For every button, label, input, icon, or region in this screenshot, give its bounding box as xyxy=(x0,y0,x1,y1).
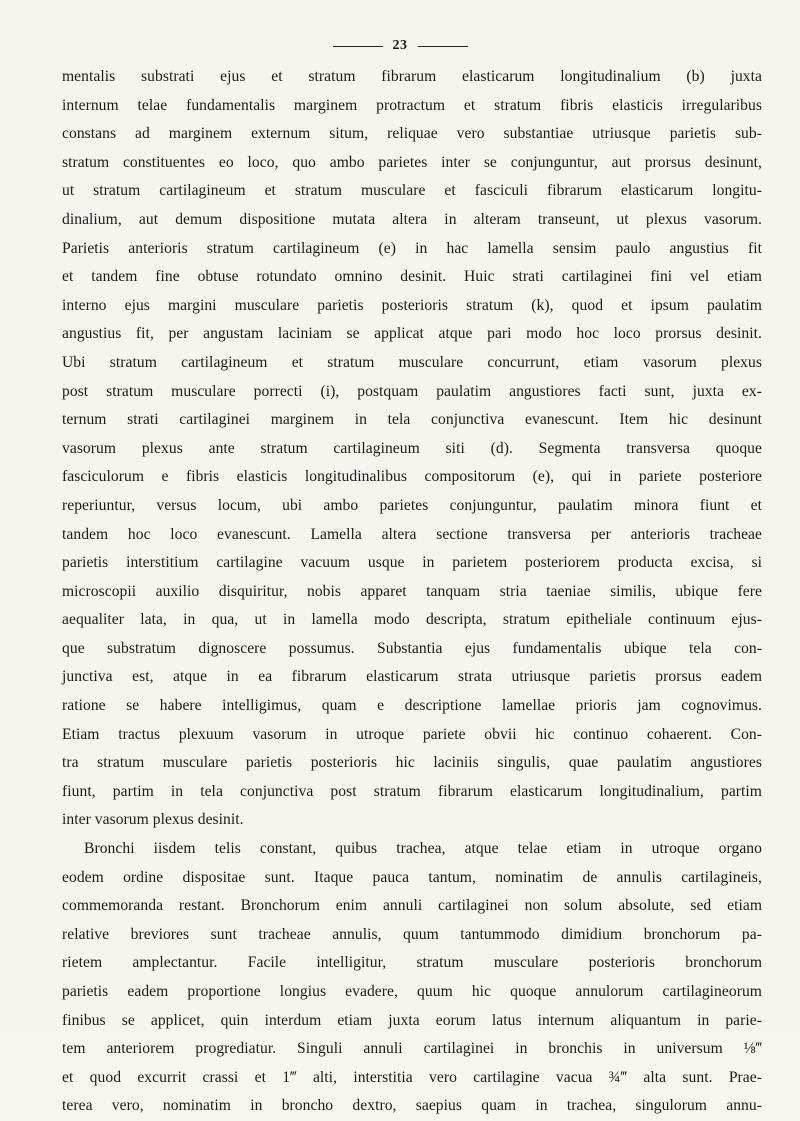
text-line: et quod excurrit crassi et 1‴ alti, interstitia vero cartilagine vacua ¾‴ alta sunt. Prae- xyxy=(62,1068,762,1086)
text-line: Etiam tractus plexuum vasorum in utroque pariete obvii hic continuo cohaerent. Con- xyxy=(62,725,762,743)
text-line: terea vero, nominatim in broncho dextro, saepius quam in trachea, singulorum annu- xyxy=(62,1097,762,1115)
page-header xyxy=(0,36,800,56)
text-line: junctiva est, atque in ea fibrarum elasticarum strata utriusque parietis prorsus eadem xyxy=(62,668,762,686)
text-line: internum telae fundamentalis marginem protractum et stratum fibris elasticis irregularibus xyxy=(62,96,762,114)
text-line: finibus se applicet, quin interdum etiam juxta eorum latus internum aliquantum in parie- xyxy=(62,1011,762,1029)
text-line: rietem amplectantur. Facile intelligitur, stratum musculare posterioris bronchorum xyxy=(62,954,762,972)
text-line: ut stratum cartilagineum et stratum musculare et fasciculi fibrarum elasticarum longitu- xyxy=(62,182,762,200)
text-line: fiunt, partim in tela conjunctiva post stratum fibrarum elasticarum longitudinalium, partim xyxy=(62,782,762,800)
text-line: tra stratum musculare parietis posterioris hic laciniis singulis, quae paulatim angustiores xyxy=(62,754,762,772)
text-line: fasciculorum e fibris elasticis longitudinalibus compositorum (e), qui in pariete posteriore xyxy=(62,468,762,486)
text-line: Ubi stratum cartilagineum et stratum musculare concurrunt, etiam vasorum plexus xyxy=(62,353,762,371)
text-line: que substratum dignoscere possumus. Substantia ejus fundamentalis ubique tela con- xyxy=(62,639,762,657)
header-rule-right xyxy=(418,46,468,47)
text-line: microscopii auxilio disquiritur, nobis apparet tanquam stria taeniae similis, ubique fere xyxy=(62,582,762,600)
text-line: vasorum plexus ante stratum cartilagineum siti (d). Segmenta transversa quoque xyxy=(62,439,762,457)
text-line: Parietis anterioris stratum cartilagineum (e) in hac lamella sensim paulo angustius fit xyxy=(62,239,762,257)
text-line: relative breviores sunt tracheae annulis, quum tantummodo dimidium bronchorum pa- xyxy=(62,925,762,943)
text-line: eodem ordine dispositae sunt. Itaque pauca tantum, nominatim de annulis cartilagineis, xyxy=(62,868,762,886)
text-line: angustius fit, per angustam laciniam se applicat atque pari modo hoc loco prorsus desinit. xyxy=(62,325,762,343)
header-rule-left xyxy=(333,46,383,47)
text-line: parietis eadem proportione longius evadere, quum hic quoque annulorum cartilagineorum xyxy=(62,983,762,1000)
text-line: commemoranda restant. Bronchorum enim annuli cartilaginei non solum absolute, sed etiam xyxy=(62,897,762,915)
page-number: 23 xyxy=(392,38,408,53)
text-line: et tandem fine obtuse rotundato omnino desinit. Huic strati cartilaginei fini vel etiam xyxy=(62,268,762,286)
text-line: aequaliter lata, in qua, ut in lamella modo descripta, stratum epitheliale continuum ejus- xyxy=(62,611,762,629)
text-line: tem anteriorem progrediatur. Singuli annuli cartilaginei in bronchis in universum ⅛‴ xyxy=(62,1040,762,1058)
text-line: dinalium, aut demum dispositione mutata altera in alteram transeunt, ut plexus vasorum. xyxy=(62,210,762,228)
text-line: mentalis substrati ejus et stratum fibrarum elasticarum longitudinalium (b) juxta xyxy=(62,68,762,85)
text-line-paragraph-start: Bronchi iisdem telis constant, quibus trachea, atque telae etiam in utroque organo xyxy=(84,840,762,858)
body-text xyxy=(62,63,762,1121)
text-line: reperiuntur, versus locum, ubi ambo parietes conjunguntur, paulatim minora fiunt et xyxy=(62,496,762,514)
text-line: tandem hoc loco evanescunt. Lamella altera sectione transversa per anterioris tracheae xyxy=(62,525,762,543)
text-line: ratione se habere intelligimus, quam e descriptione lamellae prioris jam cognovimus. xyxy=(62,697,762,715)
text-line: interno ejus margini musculare parietis posterioris stratum (k), quod et ipsum paulatim xyxy=(62,296,762,314)
text-line: stratum constituentes eo loco, quo ambo parietes inter se conjunguntur, aut prorsus desinunt, xyxy=(62,153,762,171)
text-line: constans ad marginem externum situm, reliquae vero substantiae utriusque parietis sub- xyxy=(62,125,762,143)
text-line: ternum strati cartilaginei marginem in tela conjunctiva evanescunt. Item hic desinunt xyxy=(62,411,762,429)
text-line-paragraph-end: inter vasorum plexus desinit. xyxy=(62,811,244,829)
text-line: post stratum musculare porrecti (i), postquam paulatim angustiores facti sunt, juxta ex- xyxy=(62,382,762,400)
text-line: parietis interstitium cartilagine vacuum usque in parietem posteriorem producta excisa, si xyxy=(62,554,762,572)
